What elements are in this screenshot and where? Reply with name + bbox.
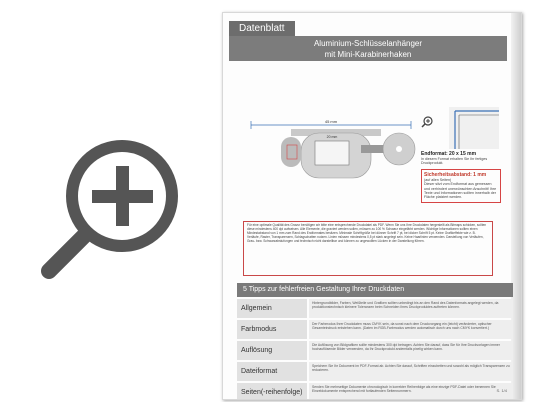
tip-text: Senden Sie mehrseitige Dokumente chronologisch in korrekter Reihenfolge als eine einzige PDF-Datei oder benennen Sie Einzeldokumente entsprechend mit fortlaufenden Seitennummern. [309,383,513,400]
tip-row [237,299,513,318]
safety-margin-sub: (auf allen Seiten) [424,177,452,182]
tip-label: Allgemein [237,299,307,318]
dimension-inner-label: 20 mm [326,135,338,139]
corner-detail [421,107,499,149]
tip-text: Hintergrundbilder, Farben, Weißteile und Grafiken sollten unbedingt bis an den Rand des Datenformats angelegt werden, da produktionstechnisch kleinere Toleranzen beim Schneiden Ihres Druckproduktes auftreten können. [309,299,513,318]
tip-row [237,320,513,339]
product-title-line1: Aluminium-Schlüsselanhänger [313,39,423,48]
product-title-line2: mit Mini-Karabinerhaken [324,50,412,59]
datenblatt-tab: Datenblatt [229,21,295,36]
tip-row [237,362,513,381]
technical-drawing [241,113,421,183]
endformat-title: Endformat: 20 x 15 mm [421,151,477,157]
tip-text: Der Farbmodus Ihrer Druckdaten muss CMYK sein, da sonst nach dem Druckvorgang ein (leicht) veränderter, optischer Gesamteindruck entstehen kann. (Daten im RGB-Farbmodus werden automatisch durch uns nach CMYK konvertiert.) [309,320,513,339]
tip-label: Farbmodus [237,320,307,339]
print-notice-box: Für eine optimale Qualität des Gravur benötigen wir bitte eine entsprechende Druckdatei als PDF. Wenn Sie uns Ihre Druckdaten hergestellt als Bitmaps schicken, sollten diese mindestens 400 dpi aufweisen. Alle Elemente, die graviert werden sollen, müssen zu 100 % Schwarz eingefärbt werden. Wichtige Informationen sollten einen Mindestabstand von 1 mm zum Rand des Endformates besitzen. Minimale Schriftgröße bei dünner Schrift 7 pt, bei dicker Schrift 5 pt. Keine Grafikeffekte wie z. B. Verläufe, Raster, Transparenzen, Schlagschatten nutzen. Linien müssen mindestens 0,5 pt stark angelegt sein. Keine Haarlinien verwenden. Darstellung von Verläufen, Grau- bzw. Schwarzabstufungen und technisch nicht darstellbar und können zu ungewollten Lücken in der Darstellung führen. [243,221,493,276]
tip-text: Speichern Sie Ihr Dokument im PDF-Format ab. Achten Sie darauf, Schriften einzubetten und sowohl als möglich Transparenzen zu reduzieren. [309,362,513,381]
safety-margin-box [421,169,501,203]
safety-margin-title: Sicherheitsabstand: 1 mm [424,171,487,178]
tip-label: Auflösung [237,341,307,360]
endformat-text: In diesem Format erhalten Sie Ihr fertiges Druckprodukt. [421,157,488,166]
zoom-in-icon-small [422,117,432,127]
tip-row [237,383,513,400]
tip-row [237,341,513,360]
tip-label: Dateiformat [237,362,307,381]
product-title [229,36,507,61]
spec-block [421,151,501,203]
tips-table [237,299,513,400]
engraving-area [315,141,349,165]
zoom-in-icon[interactable] [34,128,214,293]
page-number: S. 1/4 [496,388,507,393]
tips-header: 5 Tipps zur fehlerfreien Gestaltung Ihrer Druckdaten [237,283,513,297]
tip-label: Seiten(-reihenfolge) [237,383,307,400]
safety-margin-text: Dieser sitzt vom Endformat aus gemessen und verhindert unerwünschten Anschnitt! Ihre Texte und Informationen sollten innerhalb der Fläche platziert werden. [424,182,497,200]
datasheet-page [222,12,522,400]
dimension-top-label: 45 mm [324,119,338,124]
tip-text: Die Auflösung von Bildgrafiken sollte mindestens 300 dpi betragen. Achten Sie darauf, dass Sie für Ihre Druckvorlagen immer hochauflösende Bilder verwenden, da Ihr Druckprodukt andernfalls pixelig wirken kann. [309,341,513,360]
